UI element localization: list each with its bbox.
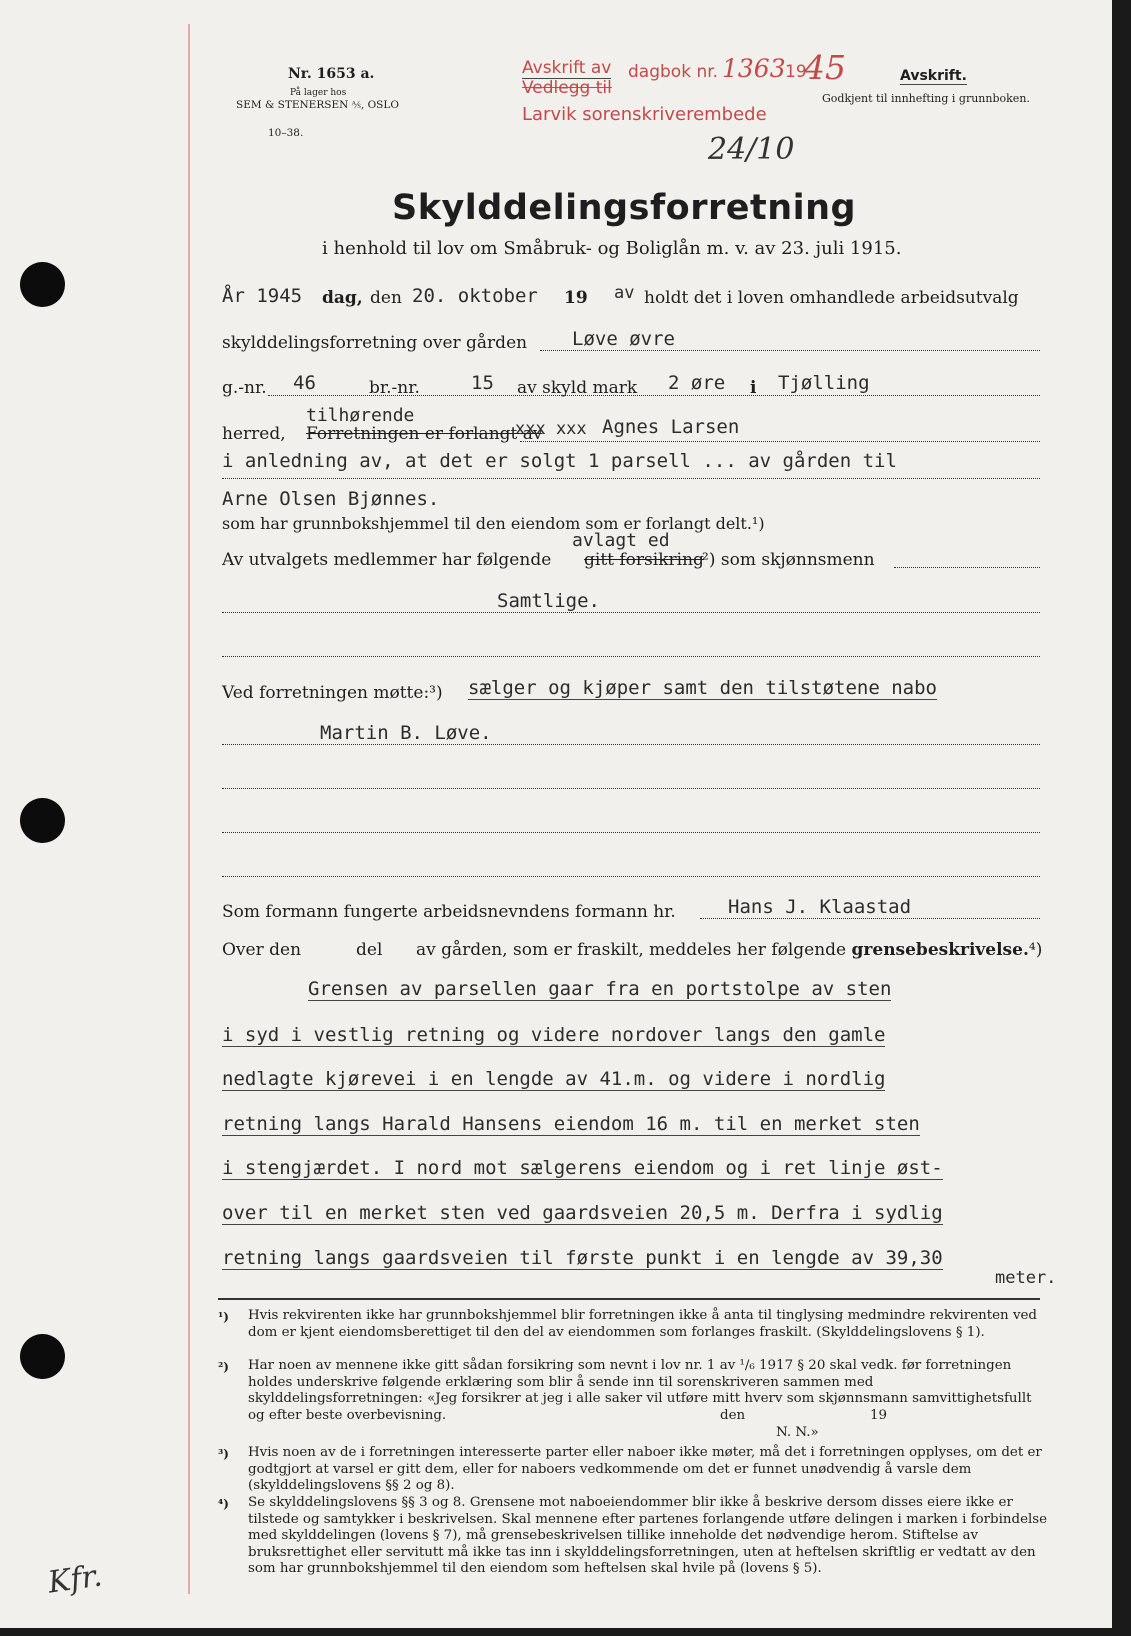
margin-rule <box>188 24 190 1594</box>
motte-label: Ved forretningen møtte:³) <box>222 683 443 703</box>
avskrift-label: Avskrift. <box>900 68 967 84</box>
avlagt-ed: avlagt ed <box>572 530 670 551</box>
forlangt-label: Forretningen er forlangt av <box>306 424 543 444</box>
fill-line <box>700 918 1040 919</box>
brnr-value: 15 <box>471 372 494 394</box>
brnr-label: br.-nr. <box>369 378 420 398</box>
motte-value: Martin B. Løve. <box>320 722 492 744</box>
ar-label: År 1945 <box>222 285 303 307</box>
footnote-divider <box>218 1298 1040 1300</box>
footnote-number: ¹) <box>218 1310 229 1324</box>
fill-line <box>894 567 1040 568</box>
fill-line <box>222 478 1040 479</box>
page-title: Skylddelingsforretning <box>392 188 857 228</box>
footnote-number: ⁴) <box>218 1497 229 1511</box>
footnote-text: Se skylddelingslovens §§ 3 og 8. Grensene mot naboeiendommer blir ikke å beskrive dersom disses eiere ikke er tilstede og samtykker i beskrivelsen. Skal mennene efter partenes forlangende utføre delingen i marken i forbindelse med skylddelingen (lovens § 7), må grensebeskrivelsen tillike inneholde det nødvendige herom. Stiftelse av bruksrettighet eller servitutt må ikke tas inn i skylddelingsforretningen, uten at heftelsen skriftlig er vedtatt av den som har grunnbokshjemmel til den eiendom som heftelsen skal hvile på (lovens § 5). <box>248 1495 1048 1576</box>
skyld-value: 2 øre <box>668 372 726 394</box>
punch-hole <box>20 1334 65 1379</box>
av-typed: av <box>614 283 635 303</box>
footnote-number: ²) <box>218 1360 229 1374</box>
stamp-avskrift-av: Avskrift av <box>522 58 612 78</box>
over-garden-label: skylddelingsforretning over gården <box>222 333 528 353</box>
motte-value: sælger og kjøper samt den tilstøtene nabo <box>468 677 937 699</box>
i-label: i <box>750 378 757 398</box>
footnote-text: Har noen av mennene ikke gitt sådan forsikring som nevnt i lov nr. 1 av ¹/₆ 1917 § 20 skal vedk. før forretningen holdes underskrive følgende erklæring som blir å sende inn til sorenskriveren sammen med skylddelingsforretningen: «Jeg forsikrer at jeg i alle saker vil utføre mitt hverv som skjønnsmann samvittighetsfullt og efter beste overbevisning. <box>248 1358 1032 1423</box>
footnote-text: Hvis noen av de i forretningen interesserte parter eller naboer ikke møter, må det i forretningen opplyses, om det er godtgjort at varsel er gitt dem, eller for naboers vedkommende om det er funnet unødvendig å varsle dem (skylddelingslovens §§ 2 og 8). <box>248 1445 1042 1493</box>
print-date: 10–38. <box>268 127 304 139</box>
page-subtitle: i henhold til lov om Småbruk- og Boliglån m. v. av 23. juli 1915. <box>322 238 902 259</box>
printer-line: SEM & STENERSEN ⅍, OSLO <box>236 99 399 111</box>
skyld-label: av skyld mark <box>517 378 638 398</box>
stamp-year-prefix: 19 <box>785 62 807 82</box>
herred-value: Tjølling <box>778 372 870 394</box>
formann-label: Som formann fungerte arbeidsnevndens formann hr. <box>222 902 676 922</box>
fill-line <box>540 350 1040 351</box>
dagbok-number: 1363 <box>722 54 786 83</box>
reason-line: Arne Olsen Bjønnes. <box>222 488 440 510</box>
garden-value: Løve øvre <box>572 328 675 350</box>
line1-rest: holdt det i loven omhandlede arbeidsutvalg <box>644 288 1019 308</box>
grense-label: av gården, som er fraskilt, meddeles her følgende grensebeskrivelse.⁴) <box>416 940 1043 960</box>
forlangt-value: Agnes Larsen <box>602 416 740 438</box>
grense-line: nedlagte kjørevei i en lengde av 41.m. og videre i nordlig <box>222 1068 886 1090</box>
fill-line <box>268 395 1040 396</box>
footnote-nn: N. N.» <box>776 1425 819 1440</box>
tilhorende: tilhørende <box>306 405 415 426</box>
fill-line <box>520 441 1040 442</box>
margin-initials: Kfr. <box>45 1558 105 1601</box>
footnote-number: ³) <box>218 1447 229 1461</box>
grense-line: i syd i vestlig retning og videre nordover langs den gamle <box>222 1024 886 1046</box>
footnote-den: den <box>720 1408 746 1423</box>
form-number: Nr. 1653 a. <box>288 66 375 82</box>
reason-line: i anledning av, at det er solgt 1 parsell ... av gården til <box>222 450 897 472</box>
footnote-text: Hvis rekvirenten ikke har grunnbokshjemmel blir forretningen ikke å anta til tinglysing medmindre rekvirenten ved dom er kjent eiendomsberettiget til den del av eiendommen som forlanges fraskilt. (Skylddelingslovens § 1). <box>248 1308 1038 1340</box>
date-note: 24/10 <box>708 132 795 167</box>
xxx-mark: xxx xxx <box>515 419 587 439</box>
dag-label: dag, <box>322 288 363 308</box>
hjemmel-line: som har grunnbokshjemmel til den eiendom som er forlangt delt.¹) <box>222 514 765 533</box>
footnote-19: 19 <box>870 1408 888 1423</box>
over-den-label: Over den <box>222 940 302 960</box>
fill-line <box>222 788 1040 789</box>
grense-line: Grensen av parsellen gaar fra en portstolpe av sten <box>308 978 892 1000</box>
grense-line: retning langs gaardsveien til første punkt i en lengde av 39,30 <box>222 1247 943 1269</box>
grense-line: over til en merket sten ved gaardsveien 20,5 m. Derfra i sydlig <box>222 1202 943 1224</box>
formann-value: Hans J. Klaastad <box>728 896 912 918</box>
gnr-label: g.-nr. <box>222 378 267 398</box>
stamp-vedlegg-til: Vedlegg til <box>522 78 612 98</box>
members-value: Samtlige. <box>497 590 600 612</box>
godkjent-note: Godkjent til innhefting i grunnboken. <box>822 92 1030 105</box>
fill-line <box>222 832 1040 833</box>
punch-hole <box>20 262 65 307</box>
gnr-value: 46 <box>293 372 316 394</box>
herred-label: herred, <box>222 424 286 444</box>
grense-line: i stengjærdet. I nord mot sælgerens eiendom og i ret linje øst- <box>222 1157 943 1179</box>
fill-line <box>222 744 1040 745</box>
den-label: den <box>370 288 402 308</box>
gitt-forsikring: gitt forsikring <box>584 550 704 570</box>
year-suffix: 45 <box>804 48 846 87</box>
utvalg-label: Av utvalgets medlemmer har følgende <box>222 550 552 570</box>
utvalg-suffix: ²) som skjønnsmenn <box>702 550 875 570</box>
date-value: 20. oktober <box>412 285 538 307</box>
punch-hole <box>20 798 65 843</box>
del-label: del <box>356 940 383 960</box>
fill-line <box>222 656 1040 657</box>
grense-line: retning langs Harald Hansens eiendom 16 m. til en merket sten <box>222 1113 920 1135</box>
stamp-dagbok: dagbok nr. <box>628 62 719 82</box>
nineteen: 19 <box>564 288 588 308</box>
fill-line <box>222 876 1040 877</box>
fill-line <box>222 612 1040 613</box>
stamp-office: Larvik sorenskriverembede <box>522 104 767 125</box>
grense-line: meter. <box>995 1268 1057 1288</box>
printer-line: På lager hos <box>290 88 347 98</box>
